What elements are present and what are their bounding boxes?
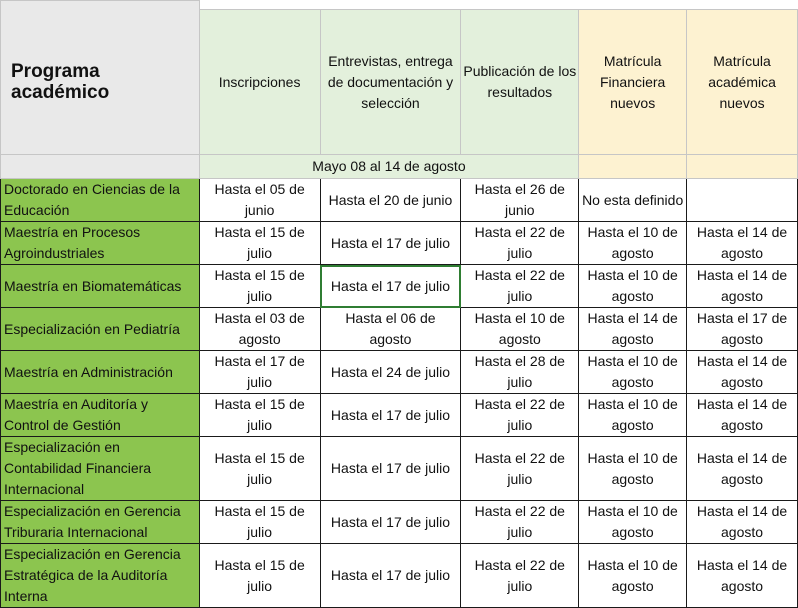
date-cell[interactable]	[199, 437, 320, 501]
period-cell[interactable]	[199, 155, 579, 179]
grid-cell[interactable]	[687, 1, 798, 10]
date-cell[interactable]	[687, 265, 798, 308]
date-value: Hasta el 15 de julio	[214, 224, 305, 261]
program-name: Especialización en Gerencia Triburaria Internacional	[4, 503, 181, 540]
date-cell[interactable]	[461, 501, 579, 544]
date-value: Hasta el 10 de agosto	[587, 267, 678, 304]
date-value: Hasta el 17 de julio	[330, 234, 450, 251]
header-cell-matricula-financiera[interactable]	[579, 10, 687, 155]
date-value: Hasta el 24 de julio	[330, 363, 450, 380]
program-cell[interactable]	[1, 308, 200, 351]
date-cell[interactable]	[579, 179, 687, 222]
program-name: Especialización en Gerencia Estratégica de la Auditoría Interna	[4, 546, 181, 604]
date-cell[interactable]	[199, 179, 320, 222]
date-value: Hasta el 10 de agosto	[587, 396, 678, 433]
date-value: Hasta el 10 de agosto	[587, 449, 678, 487]
program-cell[interactable]	[1, 351, 200, 394]
date-cell[interactable]	[461, 394, 579, 437]
grid-cell[interactable]	[320, 1, 461, 10]
date-cell[interactable]	[687, 222, 798, 265]
date-value: Hasta el 14 de agosto	[696, 396, 788, 433]
header-label: Matrícula académica nuevos	[708, 52, 776, 111]
program-name: Maestría en Administración	[4, 363, 173, 380]
date-value: Hasta el 15 de julio	[214, 556, 305, 594]
date-cell[interactable]	[199, 501, 320, 544]
date-value: Hasta el 10 de agosto	[587, 224, 678, 261]
table-row	[1, 544, 798, 608]
date-value: Hasta el 10 de agosto	[587, 353, 678, 390]
date-cell[interactable]	[320, 308, 461, 351]
program-cell[interactable]	[1, 222, 200, 265]
date-cell[interactable]	[320, 351, 461, 394]
program-name: Maestría en Procesos Agroindustriales	[4, 224, 141, 261]
date-value: Hasta el 22 de julio	[474, 396, 565, 433]
date-cell[interactable]	[199, 394, 320, 437]
date-cell[interactable]	[687, 544, 798, 608]
date-value: Hasta el 17 de julio	[330, 406, 450, 423]
header-cell-matricula-academica[interactable]	[687, 10, 798, 155]
date-cell[interactable]	[461, 265, 579, 308]
date-value: Hasta el 05 de junio	[214, 181, 305, 218]
data-rows	[1, 179, 798, 608]
date-cell[interactable]	[687, 308, 798, 351]
date-cell[interactable]	[199, 265, 320, 308]
date-cell[interactable]	[579, 265, 687, 308]
date-cell[interactable]	[461, 308, 579, 351]
date-cell[interactable]	[461, 437, 579, 501]
grid-cell[interactable]	[461, 1, 579, 10]
program-name: Doctorado en Ciencias de la Educación	[4, 181, 180, 218]
date-value: Hasta el 20 de junio	[328, 191, 453, 208]
date-cell[interactable]	[687, 394, 798, 437]
date-value: Hasta el 06 de agosto	[345, 310, 436, 347]
program-name: Especialización en Pediatría	[4, 320, 180, 337]
date-value: Hasta el 10 de agosto	[474, 310, 565, 347]
date-value: No esta definido	[582, 191, 684, 208]
date-cell[interactable]	[461, 179, 579, 222]
header-label: Publicación de los resultados	[463, 63, 577, 100]
date-cell[interactable]	[579, 437, 687, 501]
date-value: Hasta el 22 de julio	[474, 267, 565, 304]
date-cell[interactable]	[320, 394, 461, 437]
table-row	[1, 308, 798, 351]
date-cell[interactable]	[579, 308, 687, 351]
date-cell[interactable]	[199, 351, 320, 394]
date-value: Hasta el 15 de julio	[214, 449, 305, 487]
program-name: Especialización en Contabilidad Financiera Internacional	[4, 439, 152, 497]
top-strip-row	[1, 1, 798, 10]
date-value: Hasta el 22 de julio	[474, 556, 565, 594]
date-value: Hasta el 15 de julio	[214, 396, 305, 433]
table-row	[1, 501, 798, 544]
selected-cell[interactable]	[320, 265, 461, 308]
date-value: Hasta el 10 de agosto	[587, 556, 678, 594]
period-label: Mayo 08 al 14 de agosto	[312, 158, 466, 174]
date-cell[interactable]	[579, 544, 687, 608]
header-label: Matrícula Financiera nuevos	[599, 52, 666, 111]
table-row	[1, 222, 798, 265]
date-cell[interactable]	[320, 544, 461, 608]
table-row	[1, 437, 798, 501]
table-row	[1, 265, 798, 308]
header-label: Inscripciones	[218, 73, 301, 90]
date-value: Hasta el 17 de julio	[330, 513, 450, 530]
header-cell-publicacion[interactable]	[461, 10, 579, 155]
date-value: Hasta el 10 de agosto	[587, 503, 678, 540]
program-title-cell[interactable]	[1, 10, 200, 155]
program-name: Maestría en Auditoría y Control de Gestión	[4, 396, 148, 433]
date-cell[interactable]	[320, 179, 461, 222]
date-value: Hasta el 17 de agosto	[696, 310, 788, 347]
date-cell[interactable]	[687, 437, 798, 501]
program-cell[interactable]	[1, 179, 200, 222]
date-value: Hasta el 22 de julio	[474, 503, 565, 540]
period-row	[1, 155, 798, 179]
grid-cell[interactable]	[1, 1, 200, 10]
date-cell[interactable]	[687, 351, 798, 394]
date-cell[interactable]	[461, 544, 579, 608]
date-value: Hasta el 14 de agosto	[696, 449, 788, 487]
date-cell[interactable]	[199, 308, 320, 351]
date-value: Hasta el 26 de junio	[474, 181, 565, 218]
header-label: Entrevistas, entrega de documentación y selección	[327, 52, 454, 111]
date-cell[interactable]	[579, 501, 687, 544]
date-value: Hasta el 22 de julio	[474, 449, 565, 487]
program-cell[interactable]	[1, 544, 200, 608]
grid-cell[interactable]	[1, 155, 200, 179]
date-cell[interactable]	[579, 351, 687, 394]
program-title: Programa académico	[11, 60, 110, 103]
date-cell[interactable]	[579, 222, 687, 265]
grid-cell[interactable]	[579, 155, 687, 179]
date-value: Hasta el 28 de julio	[474, 353, 565, 390]
program-cell[interactable]	[1, 265, 200, 308]
date-cell[interactable]	[320, 501, 461, 544]
date-value: Hasta el 14 de agosto	[696, 353, 788, 390]
date-value: Hasta el 14 de agosto	[696, 556, 788, 594]
program-cell[interactable]	[1, 394, 200, 437]
date-cell[interactable]	[320, 437, 461, 501]
header-cell-entrevistas[interactable]	[320, 10, 461, 155]
date-value: Hasta el 22 de julio	[474, 224, 565, 261]
date-cell[interactable]	[461, 222, 579, 265]
program-name: Maestría en Biomatemáticas	[4, 277, 182, 294]
date-value: Hasta el 14 de agosto	[696, 224, 788, 261]
table-row	[1, 179, 798, 222]
date-cell[interactable]	[199, 544, 320, 608]
date-cell[interactable]	[687, 501, 798, 544]
date-value: Hasta el 14 de agosto	[696, 503, 788, 540]
date-cell[interactable]	[199, 222, 320, 265]
date-value: Hasta el 17 de julio	[330, 277, 450, 294]
header-row	[1, 10, 798, 155]
date-value: Hasta el 14 de agosto	[587, 310, 678, 347]
date-value: Hasta el 17 de julio	[330, 460, 450, 476]
program-cell[interactable]	[1, 437, 200, 501]
date-cell[interactable]	[687, 179, 798, 222]
grid-cell[interactable]	[687, 155, 798, 179]
grid-cell[interactable]	[199, 1, 320, 10]
date-value: Hasta el 15 de julio	[214, 267, 305, 304]
date-value: Hasta el 03 de agosto	[214, 310, 305, 347]
date-value: Hasta el 15 de julio	[214, 503, 305, 540]
date-cell[interactable]	[320, 222, 461, 265]
table-row	[1, 394, 798, 437]
date-cell[interactable]	[461, 351, 579, 394]
grid-cell[interactable]	[579, 1, 687, 10]
table-row	[1, 351, 798, 394]
program-cell[interactable]	[1, 501, 200, 544]
header-cell-inscripciones[interactable]	[199, 10, 320, 155]
date-value: Hasta el 14 de agosto	[696, 267, 788, 304]
date-value: Hasta el 17 de julio	[214, 353, 305, 390]
date-cell[interactable]	[579, 394, 687, 437]
date-value: Hasta el 17 de julio	[330, 567, 450, 583]
